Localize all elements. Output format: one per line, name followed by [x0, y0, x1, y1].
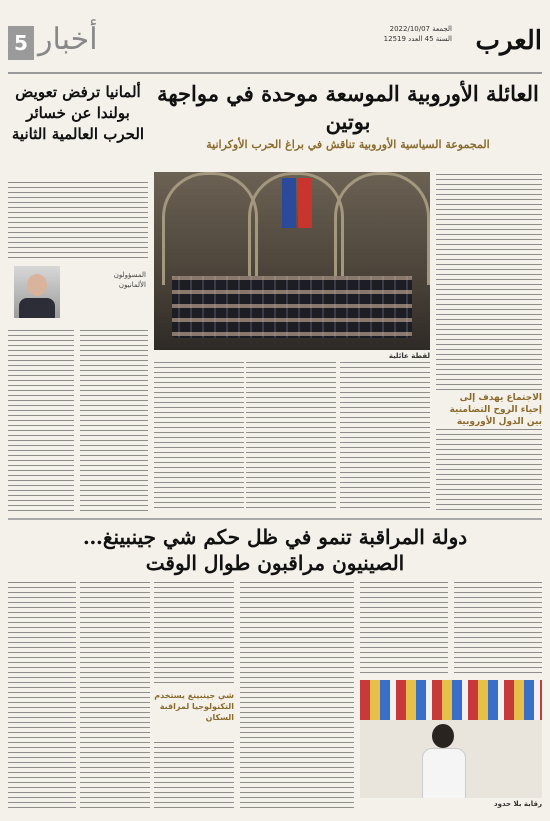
left-story-body-top: [8, 180, 148, 262]
issue-info: [384, 24, 452, 44]
issue-number: السنة 45 العدد 12519: [383, 35, 452, 43]
main-story-right-column: [436, 172, 542, 512]
second-headline-line1: دولة المراقبة تنمو في ظل حكم شي جينبينغ…: [82, 525, 468, 549]
left-story-body-bottom: [8, 328, 74, 514]
summit-photo: [154, 172, 430, 350]
byline-text: [66, 270, 146, 290]
second-headline-line2: الصينيون مراقبون طوال الوقت: [145, 551, 405, 575]
person-figure: [418, 720, 468, 798]
page-header: [8, 20, 542, 74]
main-story-pull-quote: الاجتماع يهدف إلى إحياء الروح التضامنية بين الدول الأوروبية: [436, 392, 542, 428]
logo-text: العرب: [475, 26, 542, 56]
main-subheadline: المجموعة السياسية الأوروبية تناقش في براغ الحرب الأوكرانية: [206, 138, 490, 151]
flag-right: [298, 178, 312, 228]
left-story-headline: ألمانيا ترفض تعويض بولندا عن خسائر الحرب العالمية الثانية: [11, 83, 145, 143]
section-title: أخبار: [38, 22, 98, 57]
left-story-byline: [8, 266, 148, 322]
second-story-column-6: [454, 580, 542, 676]
main-story-column-1: [340, 360, 430, 510]
author-photo: [14, 266, 60, 318]
byline-line2: الألمانيون: [118, 281, 146, 289]
surveillance-photo-caption: رقابة بلا حدود: [494, 800, 542, 808]
main-headline-block: [154, 80, 542, 151]
left-story-body-bottom-2: [80, 328, 148, 514]
byline-line1: المسؤولون: [113, 271, 146, 279]
story-divider: [8, 518, 542, 520]
main-headline: العائلة الأوروبية الموسعة موحدة في مواجهة بوتين: [157, 81, 539, 134]
main-story-column-2: [246, 360, 336, 510]
summit-photo-caption: لقطة عائلية: [388, 352, 430, 360]
second-story-column-2: [80, 580, 150, 812]
second-story-column-3b: [154, 740, 234, 812]
newspaper-logo: [460, 26, 542, 56]
flag-left: [282, 178, 296, 228]
second-story-column-5: [360, 580, 448, 676]
main-story-column-3: [154, 360, 244, 510]
left-story: [8, 76, 148, 516]
second-story-headline: [8, 524, 542, 576]
surveillance-photo: [360, 680, 542, 798]
page-number: 5: [8, 26, 34, 60]
second-story-pull-quote: شي جينبينغ يستخدم التكنولوجيا لمراقبة السكان: [154, 691, 234, 722]
second-story-column-1: [8, 580, 76, 812]
second-story-column-3: [154, 580, 234, 684]
issue-date: الجمعة 2022/10/07: [389, 25, 452, 33]
second-story-column-4: [240, 580, 354, 812]
